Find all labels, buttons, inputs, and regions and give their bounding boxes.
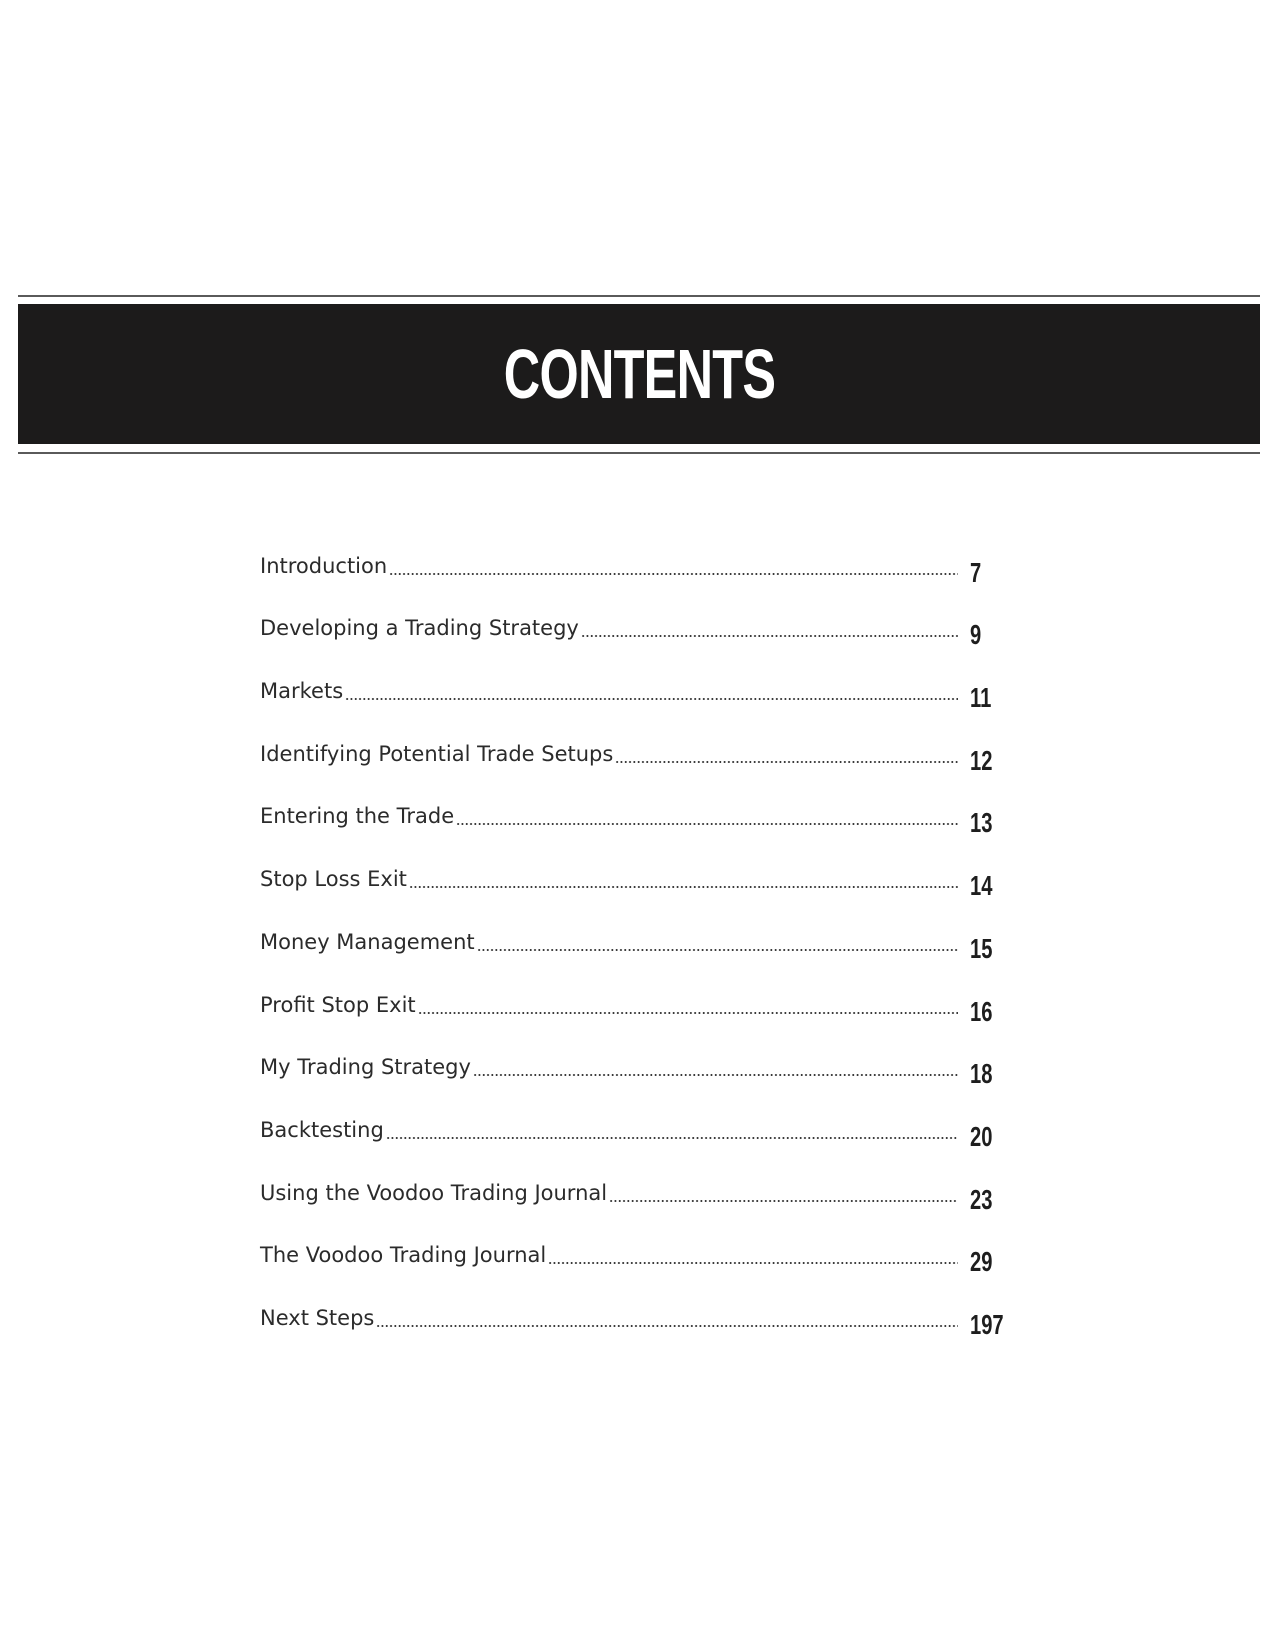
contents-banner [18,304,1260,444]
dot-leader [609,1200,958,1202]
toc-entry-title: Identifying Potential Trade Setups [260,741,614,766]
toc-entry-page: 29 [970,1246,993,1278]
toc-entry-page: 20 [970,1120,993,1152]
dot-leader [345,698,958,700]
toc-entry-title: Backtesting [260,1117,384,1142]
toc-entry-developing-strategy[interactable] [260,603,1000,666]
toc-entry-the-journal[interactable] [260,1230,1000,1293]
toc-entry-money-management[interactable] [260,916,1000,979]
toc-entry-page: 197 [970,1308,1004,1340]
dot-leader [386,1137,958,1139]
toc-entry-profit-stop-exit[interactable] [260,979,1000,1042]
dot-leader [376,1325,958,1327]
toc-entry-title: Introduction [260,553,388,578]
header-bottom-rule [18,452,1260,454]
toc-entry-page: 7 [970,556,982,588]
dot-leader [548,1262,958,1264]
dot-leader [389,573,958,575]
toc-entry-title: Entering the Trade [260,804,455,829]
toc-entry-markets[interactable] [260,665,1000,728]
toc-entry-entering-trade[interactable] [260,791,1000,854]
toc-entry-page: 18 [970,1058,993,1090]
toc-entry-page: 23 [970,1183,993,1215]
dot-leader [473,1074,958,1076]
toc-entry-using-journal[interactable] [260,1167,1000,1230]
table-of-contents [260,540,1004,1355]
toc-entry-title: Stop Loss Exit [260,867,407,892]
toc-entry-page: 15 [970,932,993,964]
toc-entry-title: The Voodoo Trading Journal [260,1243,547,1268]
toc-entry-my-trading-strategy[interactable] [260,1042,1000,1105]
toc-entry-title: My Trading Strategy [260,1055,471,1080]
toc-entry-page: 11 [970,682,992,714]
toc-entry-title: Developing a Trading Strategy [260,616,579,641]
dot-leader [409,886,958,888]
page-title: CONTENTS [503,335,775,413]
header-top-rule [18,295,1260,297]
toc-entry-introduction[interactable] [260,540,1000,603]
toc-entry-page: 9 [970,619,982,651]
toc-entry-title: Markets [260,679,344,704]
toc-entry-page: 13 [970,807,993,839]
toc-entry-title: Profit Stop Exit [260,992,416,1017]
toc-entry-stop-loss-exit[interactable] [260,853,1000,916]
dot-leader [581,635,958,637]
dot-leader [418,1012,958,1014]
toc-entry-title: Money Management [260,929,475,954]
toc-entry-page: 14 [970,870,993,902]
toc-entry-page: 16 [970,995,993,1027]
dot-leader [477,949,958,951]
toc-entry-next-steps[interactable] [260,1292,1004,1355]
dot-leader [615,761,958,763]
toc-entry-title: Next Steps [260,1305,375,1330]
dot-leader [456,823,958,825]
toc-entry-page: 12 [970,744,993,776]
toc-entry-title: Using the Voodoo Trading Journal [260,1180,608,1205]
toc-entry-backtesting[interactable] [260,1104,1000,1167]
toc-entry-trade-setups[interactable] [260,728,1000,791]
